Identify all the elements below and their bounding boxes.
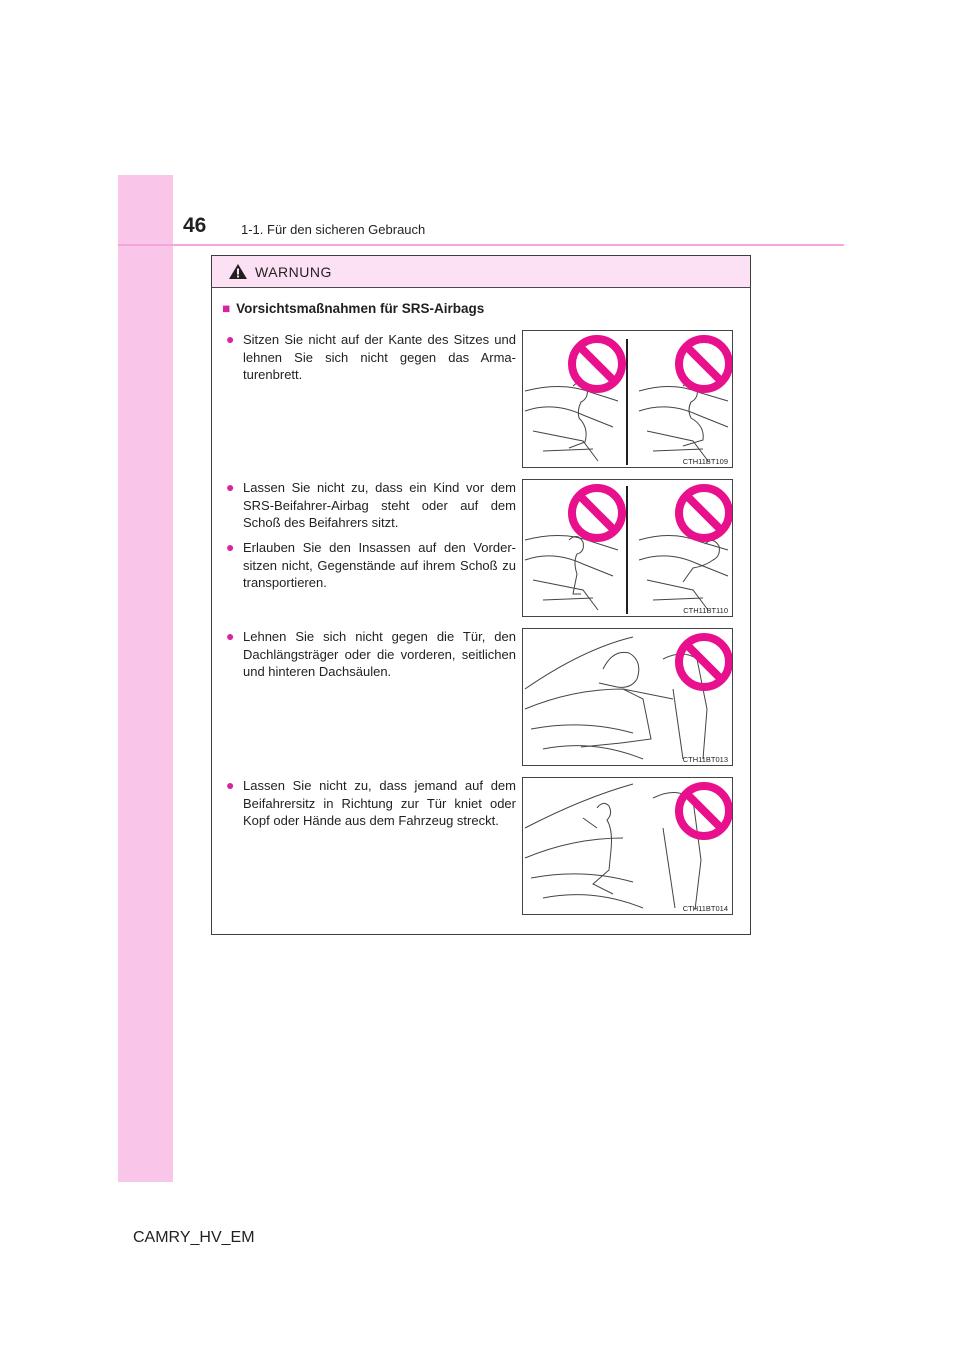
child-in-front-illustration — [523, 480, 732, 616]
circle-bullet-icon: ● — [226, 539, 235, 555]
bullet-item: ● Lehnen Sie sich nicht gegen die Tür, den Dachlängsträger oder die vorderen, seitlichen und hinteren Dachsäulen. — [226, 628, 516, 679]
warning-box — [211, 255, 751, 935]
warning-label: WARNUNG — [255, 264, 332, 280]
passenger-sitting-illustration — [523, 331, 732, 467]
circle-bullet-icon: ● — [226, 479, 235, 495]
warning-subheading: ■ Vorsichtsmaßnahmen für SRS-Airbags — [222, 301, 485, 316]
illustration-code: CTH11BT013 — [682, 755, 728, 764]
circle-bullet-icon: ● — [226, 628, 235, 644]
square-bullet-icon: ■ — [222, 301, 231, 316]
warning-header — [212, 256, 750, 288]
bullet-item: ● Lassen Sie nicht zu, dass jemand auf dem Beifahrersitz in Richtung zur Tür kniet oder Kopf oder Hände aus dem Fahrzeug streckt. — [226, 777, 516, 828]
header-rule — [118, 244, 844, 246]
section-title: 1-1. Für den sicheren Gebrauch — [241, 222, 426, 237]
bullet-item: ● Erlauben Sie den Insassen auf den Vordersitzen nicht, Gegenstände auf ihrem Schoß zu transportieren. — [226, 539, 516, 590]
illustration-kneeling-seat — [522, 777, 733, 915]
page-number: 46 — [183, 214, 207, 237]
warning-triangle-icon — [228, 263, 248, 280]
illustration-code: CTH11BT014 — [682, 904, 728, 913]
illustration-leaning-door — [522, 628, 733, 766]
illustration-edge-sitting — [522, 330, 733, 468]
circle-bullet-icon: ● — [226, 777, 235, 793]
bullet-item: ● Sitzen Sie nicht auf der Kante des Sitzes und lehnen Sie sich nicht gegen das Armaturenbrett. — [226, 331, 516, 382]
circle-bullet-icon: ● — [226, 331, 235, 347]
passenger-leaning-door-illustration — [523, 629, 732, 765]
side-tab-strip — [118, 175, 173, 1182]
bullet-item: ● Lassen Sie nicht zu, dass ein Kind vor dem SRS-Beifahrer-Airbag steht oder auf dem Schoß des Beifahrers sitzt. — [226, 479, 516, 530]
person-kneeling-illustration — [523, 778, 732, 914]
illustration-code: CTH11BT110 — [683, 606, 728, 615]
illustration-code: CTH11BT109 — [682, 457, 728, 466]
model-code: CAMRY_HV_EM — [133, 1229, 255, 1246]
illustration-child-airbag — [522, 479, 733, 617]
